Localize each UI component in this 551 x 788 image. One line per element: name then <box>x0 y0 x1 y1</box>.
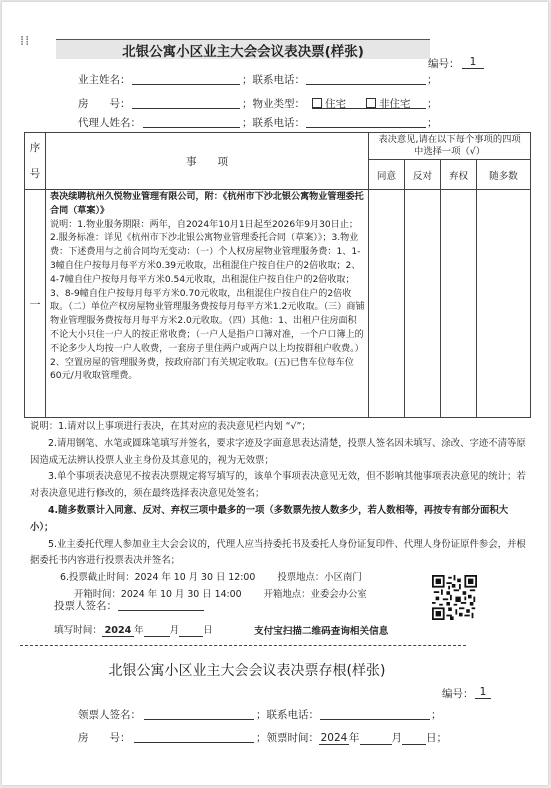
room-label: 房 号： <box>78 98 131 110</box>
open-location: 开箱地点：业委会办公室 <box>263 588 367 600</box>
option-abstain: 弃权 <box>441 160 477 190</box>
non-residential-label: 非住宅 <box>379 98 411 110</box>
vote-table <box>24 132 531 418</box>
stub-phone-label: ；联系电话： <box>256 709 319 721</box>
serial-label: 编号： <box>428 58 460 70</box>
agent-phone-field[interactable] <box>306 127 426 128</box>
agent-name-field[interactable] <box>143 127 240 128</box>
note-1: 说明：1.请对以上事项进行表决，在其对应的表决意见栏内划 “√”； <box>30 421 311 432</box>
vote-agree-cell[interactable] <box>369 190 405 418</box>
page-title: 北银公寓小区业主大会会议表决票(样张) <box>122 44 364 60</box>
voter-signature-label: 投票人签名： <box>54 600 117 612</box>
note-4: 4.随多数票计入同意、反对、弃权三项中最多的一项（多数票先按人数多少，若人数相等，再按专有部分面积大小）； <box>30 504 509 533</box>
owner-phone-label: ；联系电话： <box>242 74 305 86</box>
seq-header: 序 号 <box>25 133 46 190</box>
owner-name-field[interactable] <box>132 84 240 85</box>
stub-room-field[interactable] <box>134 742 254 743</box>
stub-collector-label: 领票人签名： <box>78 709 141 721</box>
residential-checkbox[interactable] <box>312 98 322 108</box>
owner-phone-field[interactable] <box>306 84 426 85</box>
residential-label: 住宅 <box>325 98 346 110</box>
fill-time-row: 填写时间： 2024 年 月 日 <box>54 625 213 636</box>
item-header: 事 项 <box>46 133 369 190</box>
item-description: 说明：1.物业服务期限：两年，自2024年10月1日起至2026年9月30日止；2.服务标准：详见《杭州市下沙北银公寓物业管理委托合同（草案）》；3.物业费：下述费用与之前合同均无变动：（一）个人权房屋物业管理服务费：1、1-3幢自住户按每月每平方米0.39元收取，出租混住户按自住户的2倍收取；2、4-7幢自住户按每月每平方米0.54元收取，出租混住户按自住户的2倍收取；3、8-9幢自住户按每月每平方米0.70元收取，出租混住户按自住户的2倍收取。（二）单位产权房屋物业管理服务费按每月每平方米1.2元收取。（三）商铺物业管理服务费按每月每平方米2.0元收取。（四）其他：1、出租户住房面积不论大小只住一户人的按正常收费；（一户人是指户口簿对准，一个户口簿上的不论多少人均按一户人收费，一套房子里住两户或两户以上均按群租户收费。）2、空置房屋的管理服务费，按政府部门有关规定收取。(五)已售车位每车位60元/月收取管理费。 <box>50 219 365 382</box>
drag-handle-icon[interactable]: ⁞⁞ <box>20 34 31 49</box>
vote-oppose-cell[interactable] <box>405 190 441 418</box>
agent-phone-label: ；联系电话： <box>242 117 305 129</box>
stub-phone-field[interactable] <box>320 719 430 720</box>
stub-day-field[interactable] <box>402 732 426 745</box>
fill-year-field[interactable]: 2024 <box>102 625 134 637</box>
vote-deadline: 6.投票截止时间：2024 年 10 月 30 日 12:00 <box>60 572 256 584</box>
room-field[interactable] <box>132 108 240 109</box>
stub-title: 北银公寓小区业主大会会议表决票存根(样张) <box>108 663 386 679</box>
agent-name-label: 代理人姓名： <box>78 117 141 129</box>
open-time: 开箱时间：2024 年 10 月 30 日 14:00 <box>74 588 242 600</box>
stub-collector-field[interactable] <box>144 719 254 720</box>
vote-location: 投票地点：小区南门 <box>277 572 362 584</box>
owner-name-label: 业主姓名： <box>78 74 131 86</box>
stub-collect-time: ；领票时间： 2024 年 月 日； <box>256 732 447 744</box>
option-oppose: 反对 <box>405 160 441 190</box>
cut-line <box>20 645 466 646</box>
note-3: 3.单个事项表决意见不按表决票规定将写填写的，该单个事项表决意见无效，但不影响其他事项表决意见的统计；若对表决意见进行修改的，须在最终选择表决意见处签名； <box>30 471 526 500</box>
voter-signature-field[interactable] <box>118 610 204 611</box>
note-5: 5.业主委托代理人参加业主大会会议的，代理人应当持委托书及委托人身份证复印件、代理人身份证原件参会，并根据委托书内容进行投票表决并签名； <box>30 538 526 567</box>
stub-serial-label: 编号： <box>442 688 474 700</box>
property-type-underline <box>312 108 426 109</box>
stub-month-field[interactable] <box>360 732 392 745</box>
vote-abstain-cell[interactable] <box>441 190 477 418</box>
stub-serial-value[interactable]: 1 <box>475 686 491 699</box>
vote-majority-cell[interactable] <box>477 190 531 418</box>
item-heading: 表决续聘杭州久悦物业管理有限公司，附：《杭州市下沙北银公寓物业管理委托合同（草案）》 <box>50 192 364 216</box>
row-seq: 一 <box>25 190 46 418</box>
stub-room-label: 房 号： <box>78 732 131 744</box>
stub-collect-time-label: ；领票时间： <box>256 732 319 744</box>
fill-month-field[interactable] <box>144 625 170 637</box>
stub-year-field[interactable]: 2024 <box>320 732 348 744</box>
option-agree: 同意 <box>369 160 405 190</box>
non-residential-checkbox[interactable] <box>366 98 376 108</box>
item-cell <box>46 190 369 418</box>
property-type-label: ；物业类型： <box>242 98 305 110</box>
qr-hint: 支付宝扫描二维码查询相关信息 <box>254 626 389 637</box>
qr-code-icon[interactable] <box>432 575 477 620</box>
fill-time-label: 填写时间： <box>54 625 102 636</box>
option-follow-majority: 随多数 <box>477 160 531 190</box>
opinion-header: 表决意见,请在以下每个事项的四项中选择一项（√） <box>369 133 531 160</box>
note-2: 2.请用钢笔、水笔或圆珠笔填写并签名，要求字迹及字面意思表达清楚，投票人签名因未填写、涂改、字迹不清等原因造成无法辨认投票人业主身份及其意见的，视为无效票； <box>30 437 526 466</box>
serial-value[interactable]: 1 <box>462 56 484 69</box>
fill-day-field[interactable] <box>179 625 203 637</box>
